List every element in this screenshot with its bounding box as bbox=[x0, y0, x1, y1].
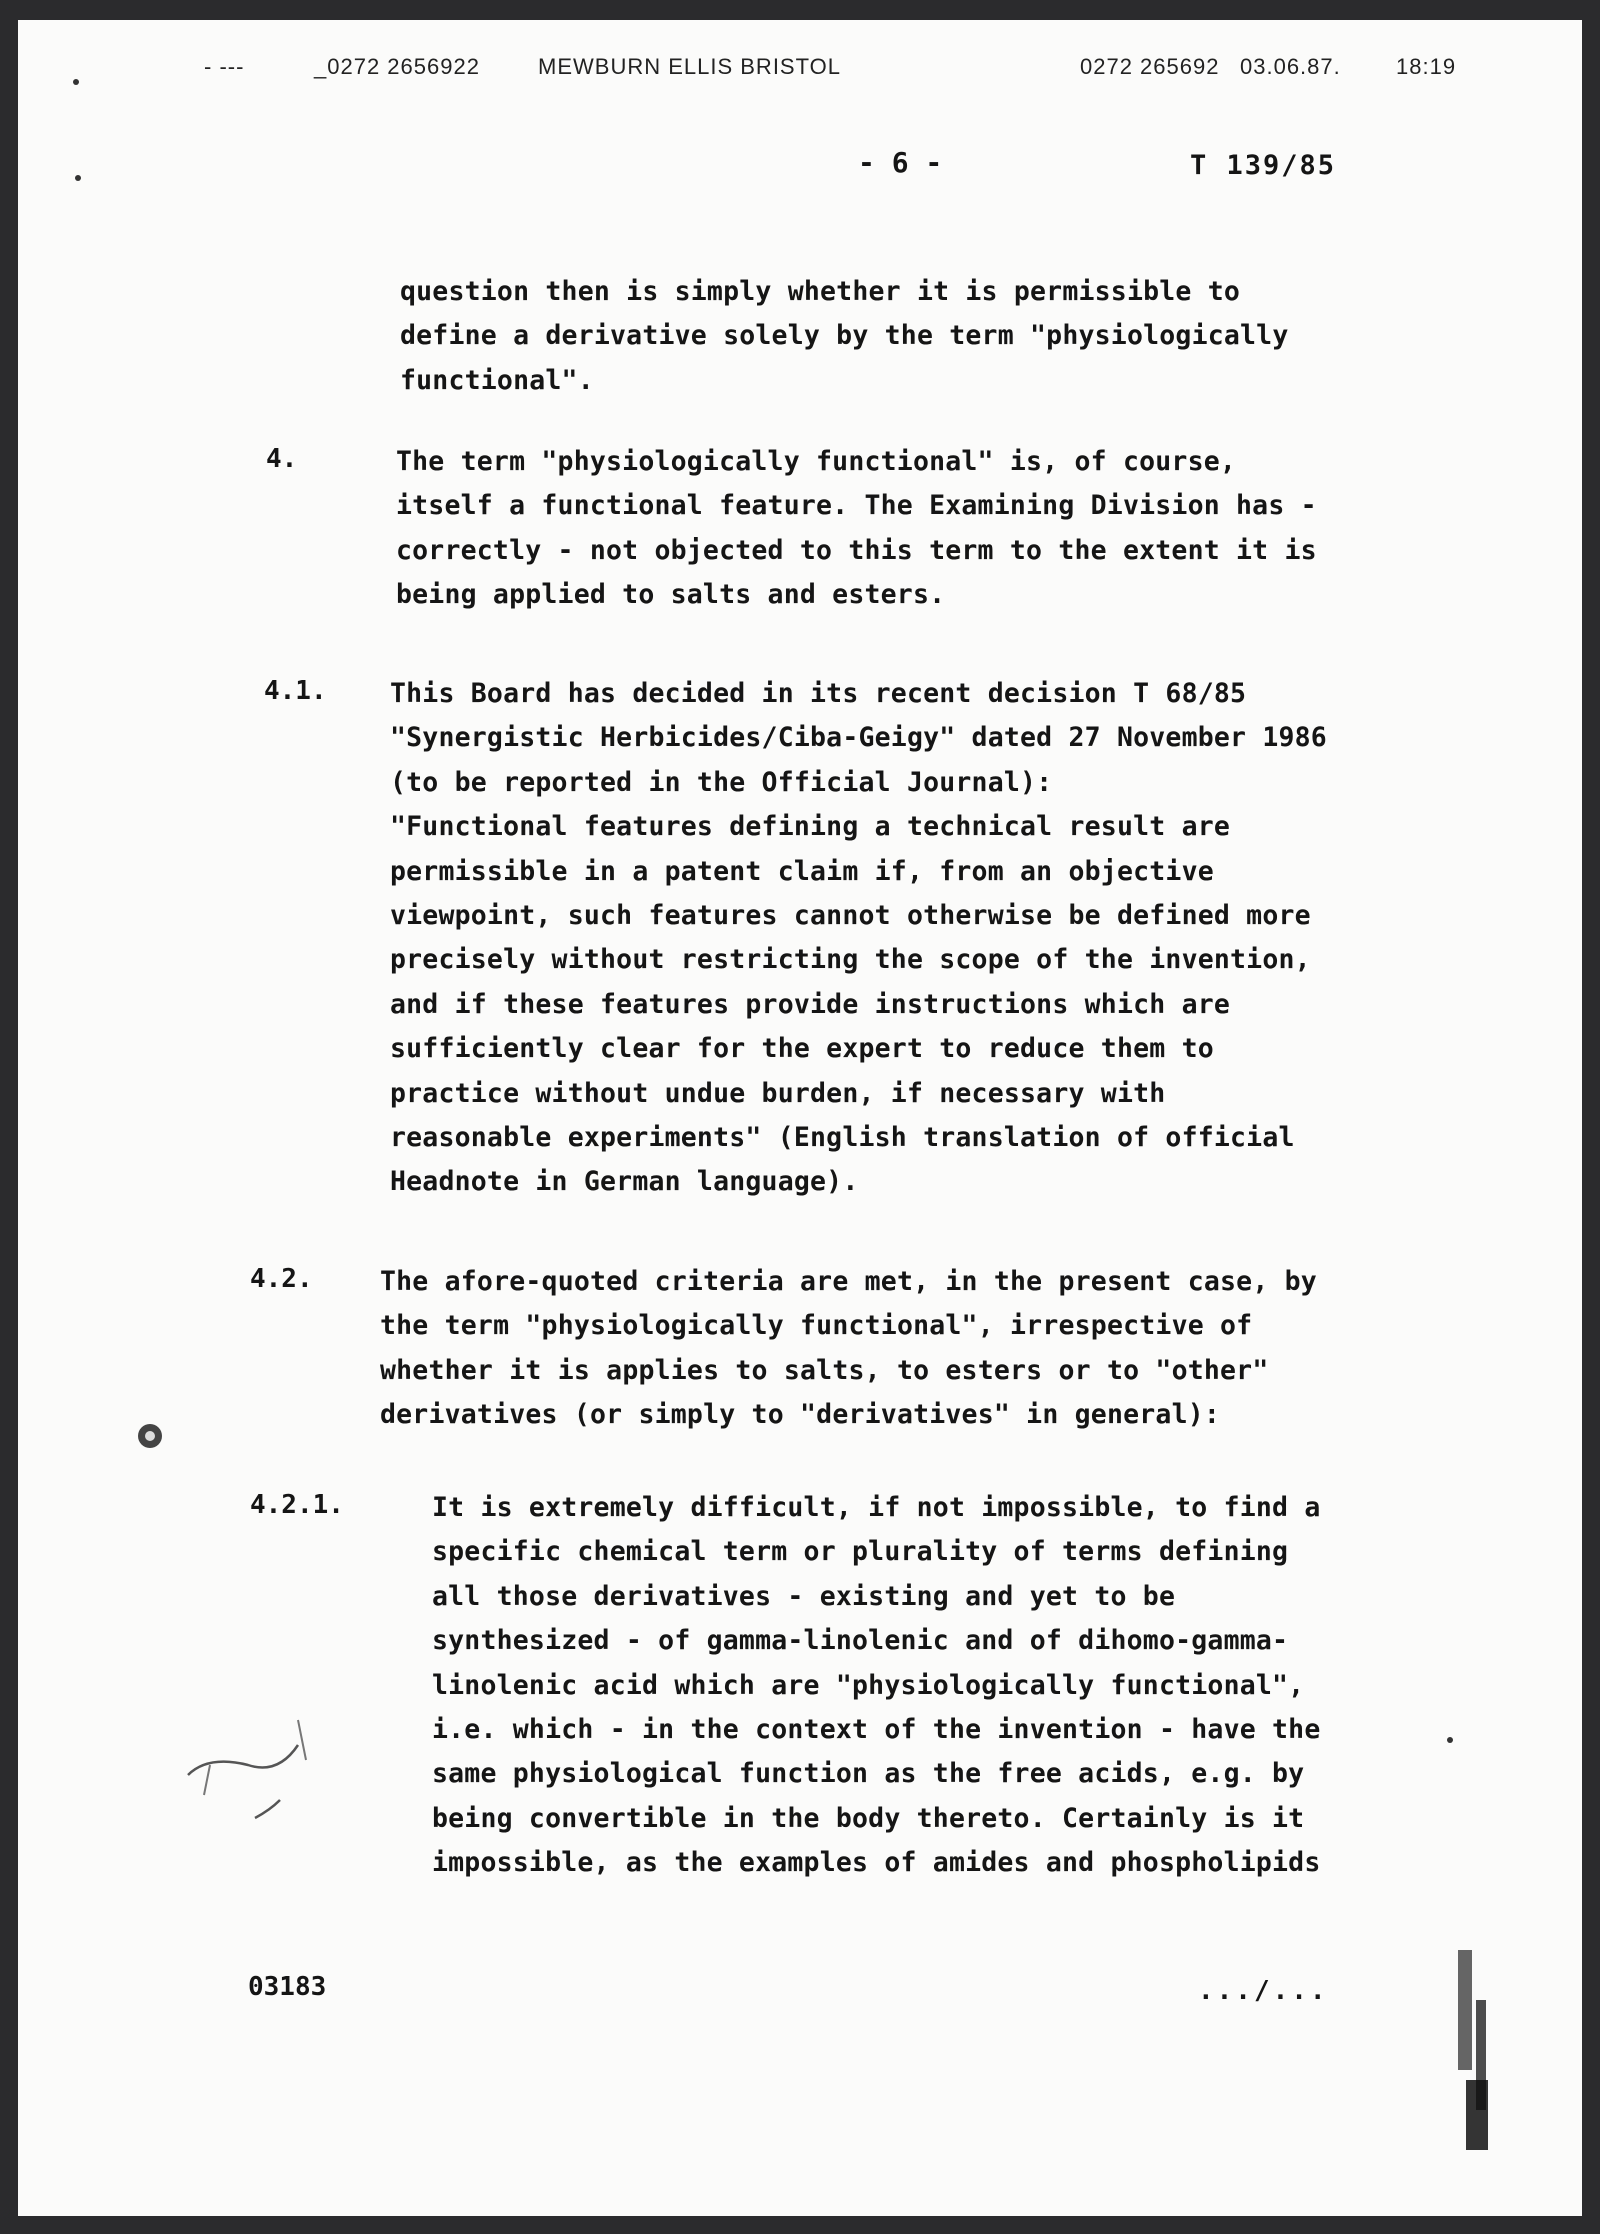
scan-speck bbox=[1447, 1737, 1453, 1743]
paragraph-number: 4. bbox=[266, 444, 298, 474]
scan-speck bbox=[75, 175, 81, 181]
scan-speck bbox=[73, 79, 79, 85]
paragraph-text: This Board has decided in its recent decision T 68/85 "Synergistic Herbicides/Ciba-Geigy" dated 27 November 1986 (to be reported in the Official Journal): "Functional features defining a technical result are permissible in a patent claim if, from an objective viewpoint, such features cannot otherwise be defined more precisely without restricting the scope of the invention, and if these features provide instructions which are sufficiently clear for the expert to reduce them to practice without undue burden, if necessary with reasonable experiments" (English translation of official Headnote in German language). bbox=[390, 678, 1327, 1198]
scan-scribble bbox=[188, 1745, 298, 1818]
document-page bbox=[18, 20, 1582, 2216]
fax-sender-name: MEWBURN ELLIS BRISTOL bbox=[538, 54, 841, 79]
fax-header-dashes: - --- bbox=[204, 54, 245, 79]
scan-scribble bbox=[204, 1720, 306, 1795]
scan-edge-noise bbox=[1458, 1950, 1472, 2070]
scan-artifacts bbox=[18, 20, 1582, 2216]
page-number: - 6 - bbox=[858, 146, 943, 179]
document-code: 03183 bbox=[248, 1972, 327, 2002]
paragraph-text: The term "physiologically functional" is, of course, itself a functional feature. The Examining Division has - correctly - not objected to this term to the extent it is being applied to salts and esters. bbox=[396, 446, 1317, 611]
paragraph-number: 4.2. bbox=[250, 1264, 313, 1294]
case-reference: T 139/85 bbox=[1190, 150, 1337, 181]
fax-time: 18:19 bbox=[1396, 54, 1457, 79]
paragraph-text: The afore-quoted criteria are met, in the present case, by the term "physiologically functional", irrespective of whether it is applies to salts, to esters or to "other" derivatives (or simply to "derivatives" in general): bbox=[380, 1266, 1317, 1431]
paragraph-number: 4.2.1. bbox=[250, 1490, 344, 1520]
scan-edge-noise bbox=[1466, 2080, 1488, 2150]
fax-sender-number: _0272 2656922 bbox=[314, 54, 480, 79]
fax-number: 0272 265692 bbox=[1080, 54, 1220, 79]
continuation-marker: .../... bbox=[1198, 1976, 1329, 2006]
paragraph-text: It is extremely difficult, if not impossible, to find a specific chemical term or plurality of terms defining all those derivatives - existing and yet to be synthesized - of gamma-linolenic and of dihomo-gamma- linolenic acid which are "physiologically functional", i.e. which - in the context of the invention - have the same physiological function as the free acids, e.g. by being convertible in the body thereto. Certainly is it impossible, as the examples of amides and phospholipids bbox=[432, 1492, 1321, 1879]
paragraph-number: 4.1. bbox=[264, 676, 327, 706]
scan-blot-center bbox=[145, 1431, 155, 1441]
paragraph-text: question then is simply whether it is permissible to define a derivative solely by the term "physiologically functional". bbox=[400, 276, 1289, 396]
fax-date: 03.06.87. bbox=[1240, 54, 1341, 79]
